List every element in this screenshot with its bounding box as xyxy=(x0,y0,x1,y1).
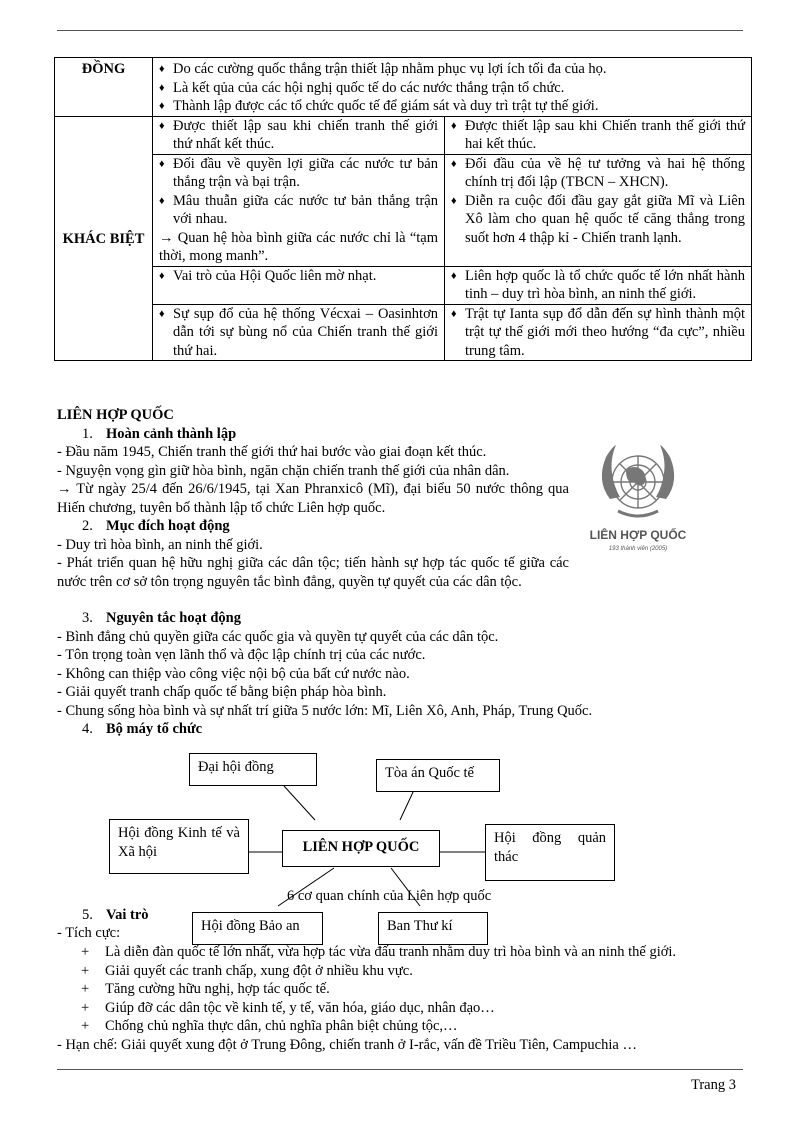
heading-3: 3. Nguyên tắc hoạt động xyxy=(82,610,241,626)
box-united-nations: LIÊN HỢP QUỐC xyxy=(282,830,440,867)
list-item: ♦ Sự sụp đổ của hệ thống Vécxai – Oasinhtơn dẫn tới sự bùng nổ của Chiến tranh thế giới thứ hai. xyxy=(159,305,438,359)
list-item: + Chống chủ nghĩa thực dân, chủ nghĩa phân biệt chủng tộc,… xyxy=(81,1018,458,1034)
diamond-icon: ♦ xyxy=(159,194,165,207)
list-item: ♦ Đối đầu về quyền lợi giữa các nước tư bản thắng trận và bại trận. xyxy=(159,155,438,190)
diamond-icon: ♦ xyxy=(159,119,165,132)
text-line: - Duy trì hòa bình, an ninh thế giới. xyxy=(57,536,263,553)
list-item: ♦ Do các cường quốc thắng trận thiết lập nhằm phục vụ lợi ích tối đa của họ. xyxy=(159,61,607,77)
list-item: + Giúp đỡ các dân tộc về kinh tế, y tế, văn hóa, giáo dục, nhân đạo… xyxy=(81,999,495,1016)
text-line: - Tôn trọng toàn vẹn lãnh thổ và độc lập chính trị của các nước. xyxy=(57,647,426,663)
footer-rule xyxy=(57,1069,743,1070)
connector-line xyxy=(284,786,315,820)
heading-2: 2. Mục đích hoạt động xyxy=(82,518,230,534)
box-economic-social-council: Hội đồng Kinh tế và Xã hội xyxy=(109,819,249,874)
list-item: + Giải quyết các tranh chấp, xung đột ở nhiều khu vực. xyxy=(81,962,413,979)
list-item: + Tăng cường hữu nghị, hợp tác quốc tế. xyxy=(81,981,330,997)
text-line: - Phát triển quan hệ hữu nghị giữa các dân tộc; tiến hành sự hợp tác quốc tế giữa các nước trên cơ sở tôn trọng nguyên tắc bình đẳng, quyền tự quyết của các dân tộc. xyxy=(57,555,569,590)
box-court-of-justice: Tòa án Quốc tế xyxy=(376,759,500,792)
list-item: ♦ Là kết qủa của các hội nghị quốc tế do các nước thắng trận tổ chức. xyxy=(159,79,565,96)
list-item: ♦ Trật tự Ianta sụp đổ dẫn đến sự hình thành một trật tự thế giới mới theo hướng “đa cực”, nhiều trung tâm. xyxy=(451,305,745,359)
list-item: ♦ Liên hợp quốc là tổ chức quốc tế lớn nhất hành tinh – duy trì hòa bình, an ninh thế giới. xyxy=(451,267,745,302)
conclusion-text: → Quan hệ hòa bình giữa các nước chỉ là “tạm thời, mong manh”. xyxy=(159,229,438,264)
text-line: - Không can thiệp vào công việc nội bộ của bất cứ nước nào. xyxy=(57,665,410,682)
list-item: ♦ Thành lập được các tổ chức quốc tế để giám sát và duy trì trật tự thế giới. xyxy=(159,98,599,114)
diamond-icon: ♦ xyxy=(159,307,165,320)
text-line: - Giải quyết tranh chấp quốc tế bằng biện pháp hòa bình. xyxy=(57,684,387,700)
diamond-icon: ♦ xyxy=(159,100,165,112)
diamond-icon: ♦ xyxy=(451,194,457,207)
text-line: → Từ ngày 25/4 đến 26/6/1945, tại Xan Phranxicô (Mĩ), đại biểu 50 nước thông qua Hiến chương, tuyên bố thành lập tổ chức Liên hợp quốc. xyxy=(57,481,569,516)
heading-4: 4. Bộ máy tổ chức xyxy=(82,721,203,737)
text-line: - Chung sống hòa bình và sự nhất trí giữa 5 nước lớn: Mĩ, Liên Xô, Anh, Pháp, Trung Quốc. xyxy=(57,702,593,719)
connector-line xyxy=(400,790,414,820)
svg-text:LIÊN HỢP QUỐC: LIÊN HỢP QUỐC xyxy=(589,528,687,542)
box-secretariat: Ban Thư kí xyxy=(378,912,488,945)
diamond-icon: ♦ xyxy=(159,157,165,170)
box-trusteeship-council: Hội đồng quản thác xyxy=(485,824,615,881)
list-item: ♦ Được thiết lập sau khi chiến tranh thế giới thứ nhất kết thúc. xyxy=(159,117,438,152)
diamond-icon: ♦ xyxy=(451,269,457,282)
positive-label: - Tích cực: xyxy=(57,925,121,941)
khac-label: KHÁC BIỆT xyxy=(55,116,153,361)
list-item: ♦ Diễn ra cuộc đối đầu gay gắt giữa Mĩ và Liên Xô làm cho quan hệ quốc tế căng thẳng trong suốt hơn 4 thập kỉ - Chiến tranh lạnh. xyxy=(451,192,745,246)
box-security-council: Hội đồng Bảo an xyxy=(192,912,323,945)
dong-label: ĐỒNG xyxy=(55,58,153,117)
diagram-caption: 6 cơ quan chính của Liên hợp quốc xyxy=(287,888,492,904)
text-line: - Hạn chế: Giải quyết xung đột ở Trung Đông, chiến tranh ở I-rắc, vấn đề Triều Tiên, Campuchia … xyxy=(57,1036,637,1053)
svg-text:193 thành viên (2005): 193 thành viên (2005) xyxy=(608,546,668,552)
page-number: Trang 3 xyxy=(691,1077,736,1093)
diamond-icon: ♦ xyxy=(159,81,165,94)
list-item: + Là diễn đàn quốc tế lớn nhất, vừa hợp tác vừa đấu tranh nhằm duy trì hòa bình và an ninh thế giới. xyxy=(81,944,677,960)
diamond-icon: ♦ xyxy=(451,157,457,170)
diamond-icon: ♦ xyxy=(451,307,457,320)
diamond-icon: ♦ xyxy=(451,119,457,132)
text-line: - Đầu năm 1945, Chiến tranh thế giới thứ hai bước vào giai đoạn kết thúc. xyxy=(57,444,487,460)
diamond-icon: ♦ xyxy=(159,63,165,75)
text-line: - Nguyện vọng gìn giữ hòa bình, ngăn chặn chiến tranh thế giới của nhân dân. xyxy=(57,462,510,479)
list-item: ♦ Mâu thuẫn giữa các nước tư bản thắng trận với nhau. xyxy=(159,192,438,227)
box-general-assembly: Đại hội đồng xyxy=(189,753,317,786)
heading-5: 5. Vai trò xyxy=(82,907,149,923)
text-line: - Bình đẳng chủ quyền giữa các quốc gia và quyền tự quyết của các dân tộc. xyxy=(57,628,499,645)
role-list xyxy=(57,943,743,1054)
list-item: ♦ Vai trò của Hội Quốc liên mờ nhạt. xyxy=(159,267,377,284)
list-item: ♦ Được thiết lập sau khi Chiến tranh thế giới thứ hai kết thúc. xyxy=(451,117,745,152)
section-title: LIÊN HỢP QUỐC xyxy=(57,407,174,423)
diamond-icon: ♦ xyxy=(159,269,165,282)
heading-1: 1. Hoàn cảnh thành lập xyxy=(82,425,237,442)
list-item: ♦ Đối đầu của về hệ tư tưởng và hai hệ thống chính trị đối lập (TBCN – XHCN). xyxy=(451,155,745,190)
